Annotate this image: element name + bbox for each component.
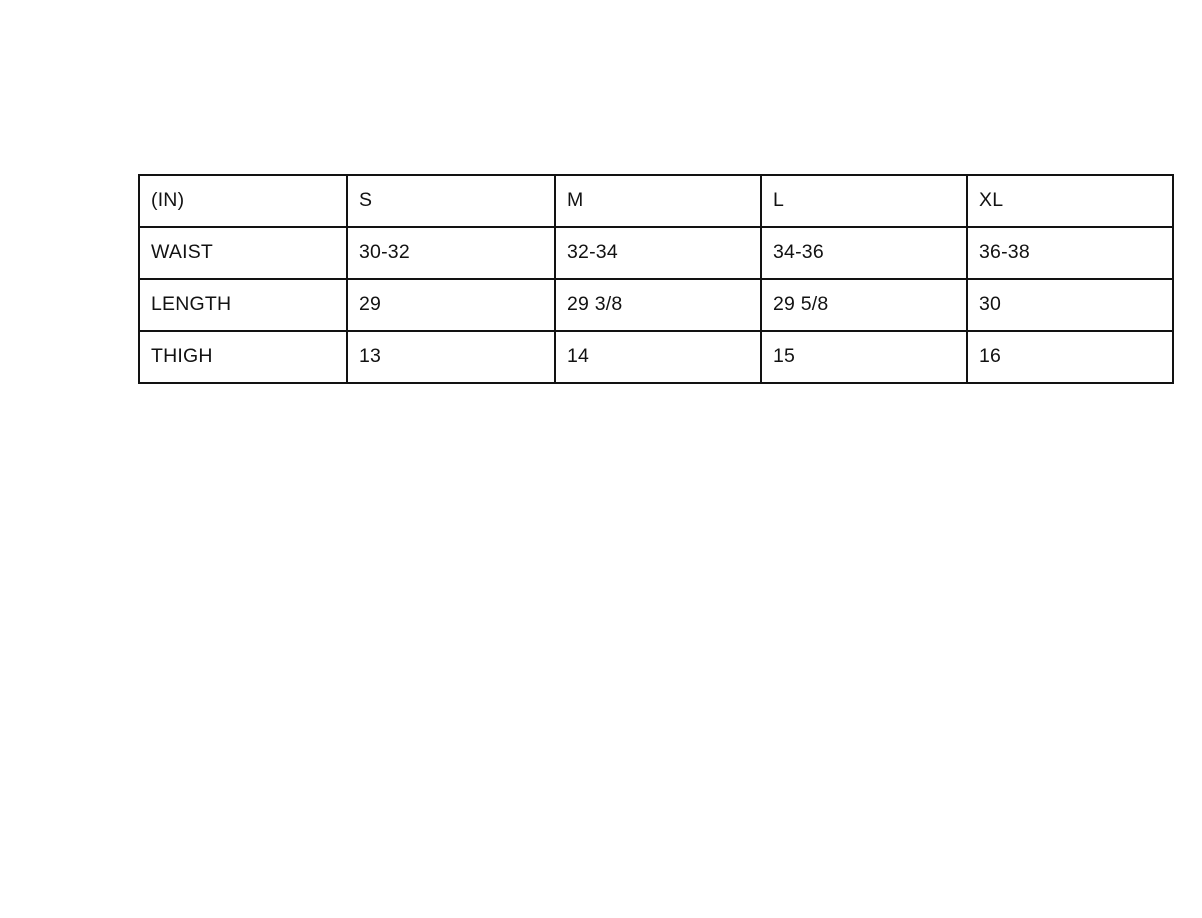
cell-length-m: 29 3/8	[555, 279, 761, 331]
cell-waist-m: 32-34	[555, 227, 761, 279]
cell-waist-l: 34-36	[761, 227, 967, 279]
table-row	[139, 227, 1173, 279]
table-header-cell-l: L	[761, 175, 967, 227]
table-header-cell-unit: (IN)	[139, 175, 347, 227]
row-label-waist: WAIST	[139, 227, 347, 279]
cell-length-xl: 30	[967, 279, 1173, 331]
table-header-cell-s: S	[347, 175, 555, 227]
table-row	[139, 331, 1173, 383]
cell-thigh-xl: 16	[967, 331, 1173, 383]
table-header-row	[139, 175, 1173, 227]
cell-thigh-l: 15	[761, 331, 967, 383]
cell-thigh-m: 14	[555, 331, 761, 383]
size-chart-table	[138, 174, 1174, 384]
cell-length-l: 29 5/8	[761, 279, 967, 331]
table-header-cell-xl: XL	[967, 175, 1173, 227]
cell-waist-s: 30-32	[347, 227, 555, 279]
cell-waist-xl: 36-38	[967, 227, 1173, 279]
cell-thigh-s: 13	[347, 331, 555, 383]
row-label-length: LENGTH	[139, 279, 347, 331]
table-row	[139, 279, 1173, 331]
table-header-cell-m: M	[555, 175, 761, 227]
cell-length-s: 29	[347, 279, 555, 331]
row-label-thigh: THIGH	[139, 331, 347, 383]
